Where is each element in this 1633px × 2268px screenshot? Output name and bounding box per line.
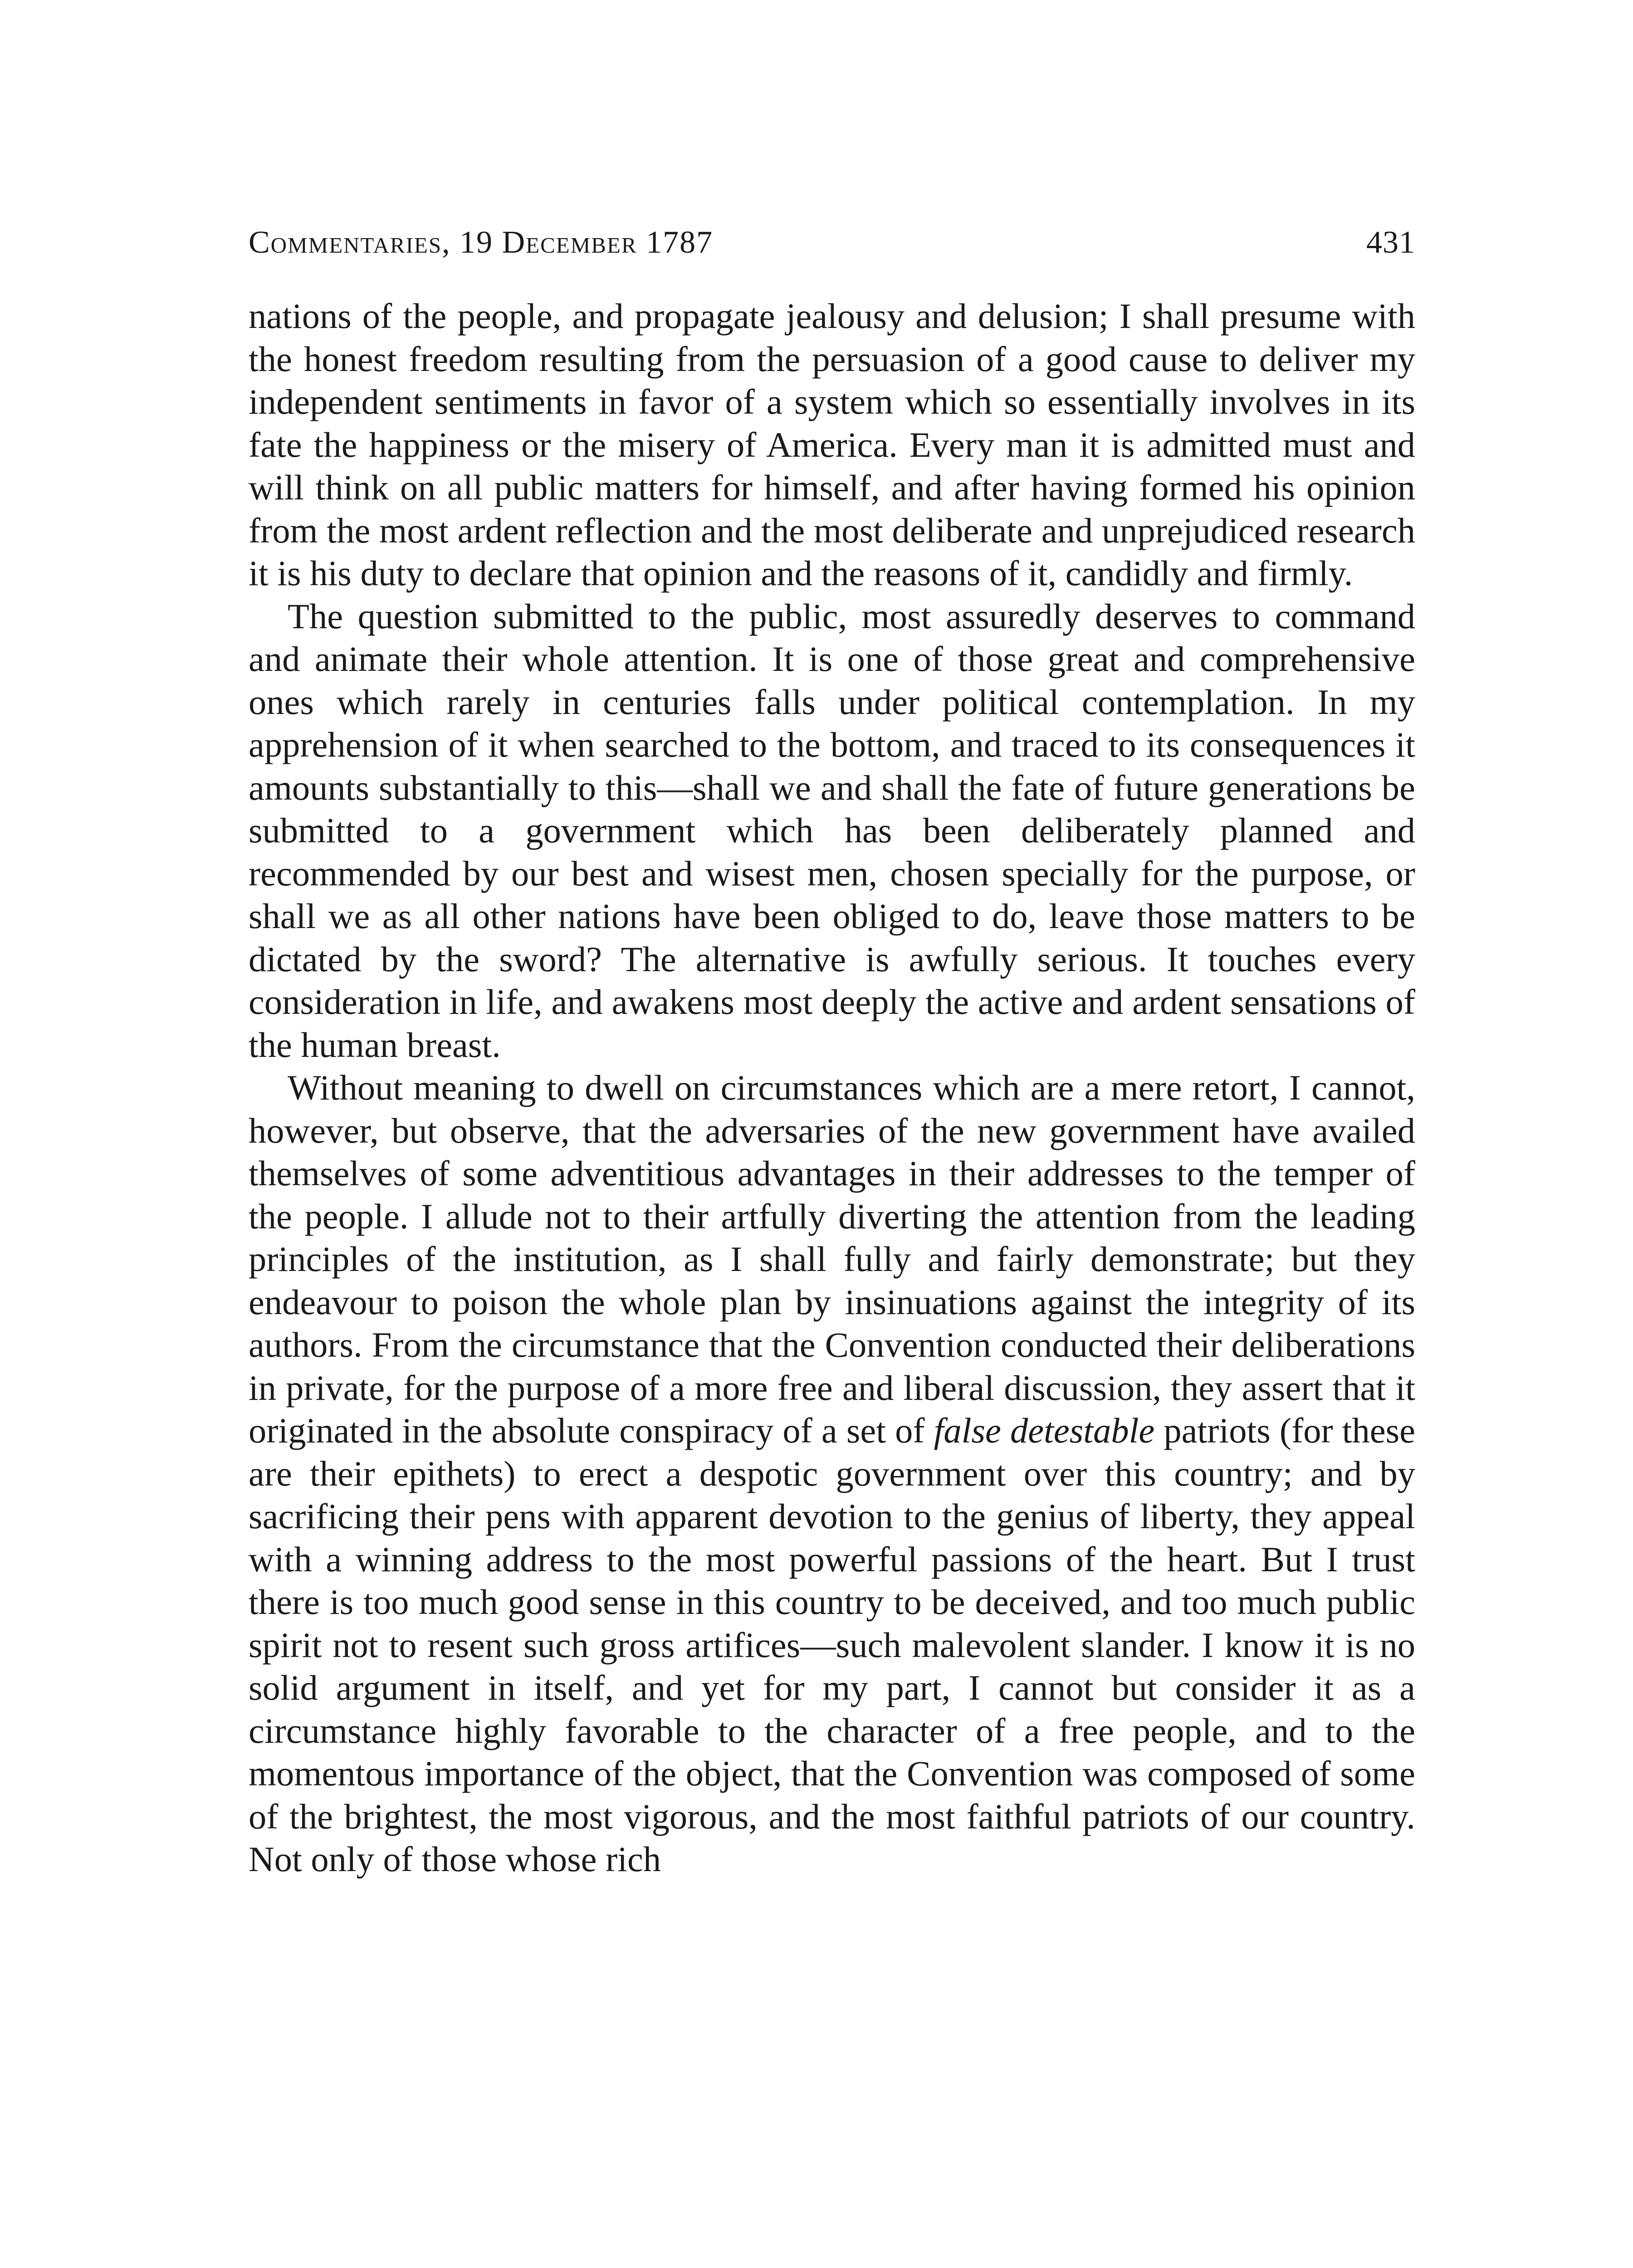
italic-epithet: false detestable bbox=[934, 1411, 1155, 1450]
document-page bbox=[249, 222, 1415, 1881]
running-title: Commentaries, 19 December 1787 bbox=[249, 225, 714, 260]
paragraph-1: nations of the people, and propagate jealousy and delusion; I shall presume with the honest freedom resulting from the persuasion of a good cause to deliver my independent sentiments in favor of a system which so essentially involves in its fate the happiness or the misery of America. Every man it is admitted must and will think on all public matters for himself, and after having formed his opinion from the most ardent reflection and the most deliberate and unprejudiced research it is his duty to declare that opinion and the reasons of it, candidly and firmly. bbox=[249, 296, 1415, 593]
page-number: 431 bbox=[1366, 225, 1415, 260]
running-head bbox=[249, 222, 1415, 263]
paragraph-3 bbox=[249, 1066, 1415, 1881]
paragraph-3-text-before-italic: Without meaning to dwell on circumstances which are a mere retort, I cannot, however, but observe, that the adversaries of the new government have availed themselves of some adventitious advantages in their addresses to the temper of the people. I allude not to their artfully diverting the attention from the leading principles of the institution, as I shall fully and fairly demonstrate; but they endeavour to poison the whole plan by insinuations against the integrity of its authors. From the circumstance that the Convention conducted their deliberations in private, for the purpose of a more free and liberal discussion, they assert that it originated in the absolute conspiracy of a set of bbox=[249, 1068, 1415, 1450]
paragraph-3-text-after-italic: patriots (for these are their epithets) to erect a despotic government over this country; and by sacrificing their pens with apparent devotion to the genius of liberty, they appeal with a winning address to the most powerful passions of the heart. But I trust there is too much good sense in this country to be deceived, and too much public spirit not to resent such gross artifices—such malevolent slander. I know it is no solid argument in itself, and yet for my part, I cannot but consider it as a circumstance highly favorable to the character of a free people, and to the momentous importance of the object, that the Convention was composed of some of the brightest, the most vigorous, and the most faithful patriots of our country. Not only of those whose rich bbox=[249, 1411, 1415, 1879]
paragraph-2: The question submitted to the public, most assuredly deserves to command and animate their whole attention. It is one of those great and comprehensive ones which rarely in centuries falls under political contemplation. In my apprehension of it when searched to the bottom, and traced to its consequences it amounts substantially to this—shall we and shall the fate of future generations be submitted to a government which has been deliberately planned and recommended by our best and wisest men, chosen specially for the purpose, or shall we as all other nations have been obliged to do, leave those matters to be dictated by the sword? The alternative is awfully serious. It touches every consideration in life, and awakens most deeply the active and ardent sensations of the human breast. bbox=[249, 596, 1415, 1065]
body-text bbox=[249, 295, 1415, 1881]
